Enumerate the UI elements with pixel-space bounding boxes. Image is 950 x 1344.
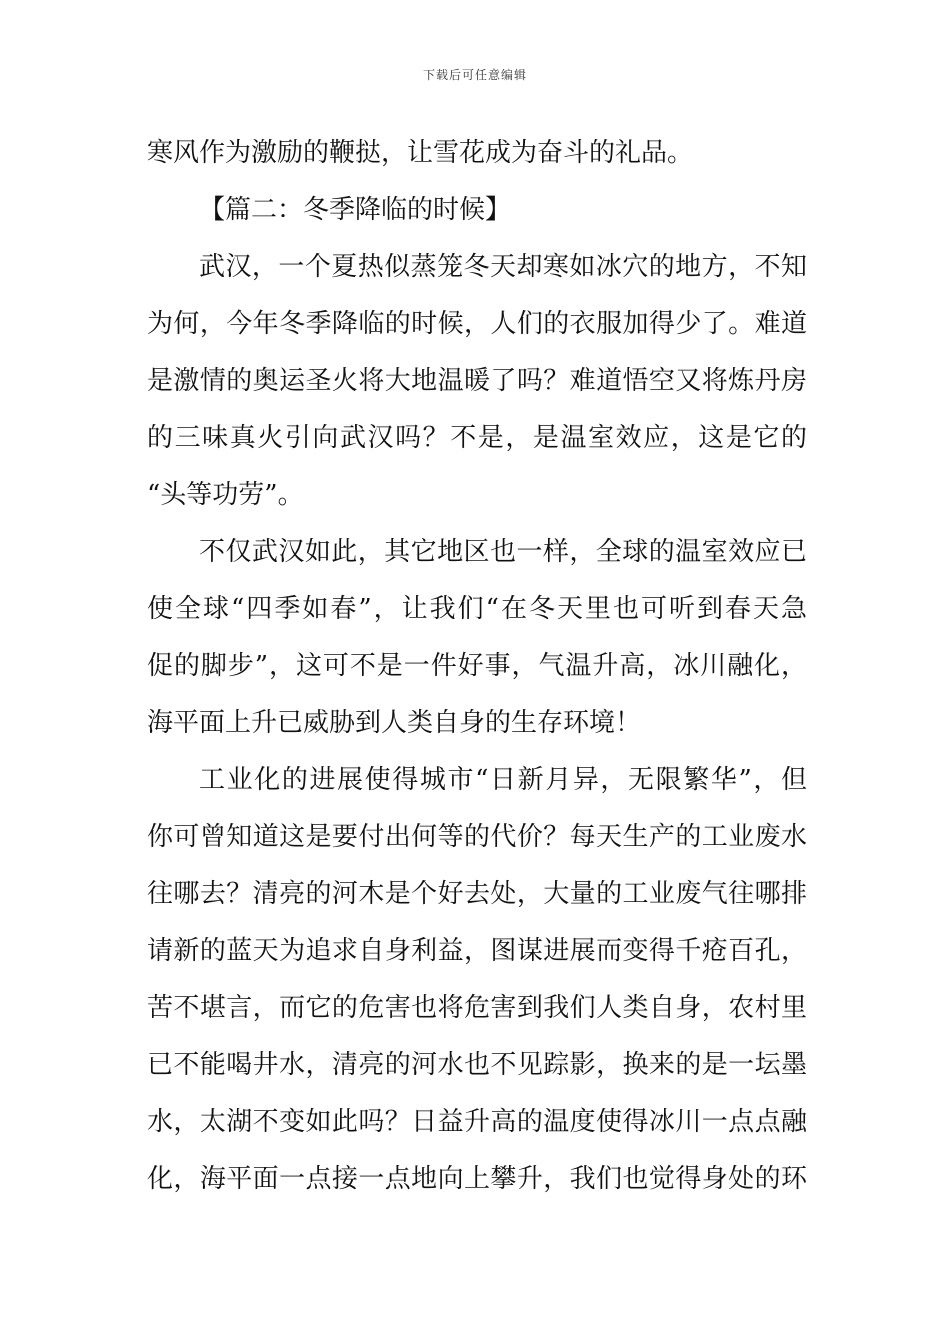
text-line: 寒风作为激励的鞭挞，让雪花成为奋斗的礼品。 (147, 138, 694, 168)
text-line: 你可曾知道这是要付出何等的代价？每天生产的工业废水 (147, 822, 807, 852)
section-heading: 【篇二：冬季降临的时候】 (199, 195, 512, 225)
text-line: 使全球“四季如春”，让我们“在冬天里也可听到春天急 (147, 594, 807, 624)
text-line: 为何，今年冬季降临的时候，人们的衣服加得少了。难道 (147, 309, 807, 339)
text-line: 的三味真火引向武汉吗？不是，是温室效应，这是它的 (147, 423, 807, 453)
text-line: 已不能喝井水，清亮的河水也不见踪影，换来的是一坛墨 (147, 1050, 807, 1080)
text-line: 水，太湖不变如此吗？日益升高的温度使得冰川一点点融 (147, 1107, 807, 1137)
text-line: 武汉，一个夏热似蒸笼冬天却寒如冰穴的地方，不知 (199, 252, 807, 282)
text-line: “头等功劳”。 (147, 480, 304, 510)
text-line: 海平面上升已威胁到人类自身的生存环境！ (147, 708, 642, 738)
page-header: 下载后可任意编辑 (422, 68, 527, 82)
document-body (147, 128, 807, 1211)
text-line: 工业化的进展使得城市“日新月异，无限繁华”，但 (199, 765, 807, 795)
text-line: 不仅武汉如此，其它地区也一样，全球的温室效应已 (199, 537, 807, 567)
text-line: 化，海平面一点接一点地向上攀升，我们也觉得身处的环 (147, 1164, 807, 1194)
text-line: 往哪去？清亮的河木是个好去处，大量的工业废气往哪排 (147, 879, 807, 909)
text-line: 促的脚步”，这可不是一件好事，气温升高，冰川融化， (147, 651, 807, 681)
text-line: 是激情的奥运圣火将大地温暖了吗？难道悟空又将炼丹房 (147, 366, 807, 396)
text-line: 苦不堪言，而它的危害也将危害到我们人类自身，农村里 (147, 993, 807, 1023)
text-line: 请新的蓝天为追求自身利益，图谋进展而变得千疮百孔， (147, 936, 807, 966)
